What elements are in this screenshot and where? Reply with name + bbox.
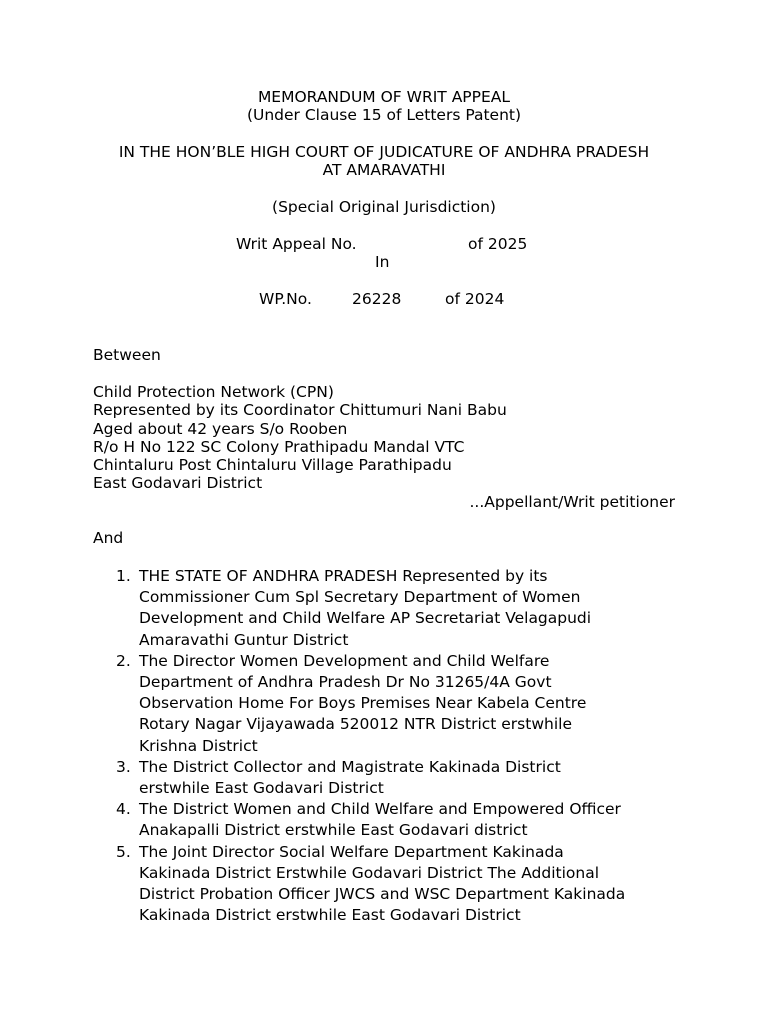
writ-appeal-label: Writ Appeal No. <box>236 235 357 253</box>
writ-appeal-year: of 2025 <box>468 235 528 253</box>
respondent-number: 5. <box>116 842 131 861</box>
respondent-number: 3. <box>116 757 131 776</box>
respondent-line: THE STATE OF ANDHRA PRADESH Represented by its <box>139 567 548 585</box>
respondent-item <box>93 566 693 651</box>
respondent-line: Rotary Nagar Vijayawada 520012 NTR District erstwhile <box>139 715 572 734</box>
writ-petition-number: 26228 <box>352 290 402 308</box>
respondent-line: erstwhile East Godavari District <box>139 779 384 798</box>
respondent-line: Department of Andhra Pradesh Dr No 31265/4A Govt <box>139 673 552 692</box>
appellant-line: East Godavari District <box>93 474 263 493</box>
appellant-line: Chintaluru Post Chintaluru Village Parathipadu <box>93 456 452 475</box>
respondent-line: The Joint Director Social Welfare Department Kakinada <box>139 842 564 861</box>
appellant-line: Represented by its Coordinator Chittumuri Nani Babu <box>93 401 507 420</box>
in-label: In <box>375 253 390 271</box>
appellant-line: Aged about 42 years S/o Rooben <box>93 419 348 438</box>
court-name-line1: IN THE HON’BLE HIGH COURT OF JUDICATURE OF ANDHRA PRADESH <box>118 143 650 161</box>
respondent-line: The Director Women Development and Child Welfare <box>139 651 550 670</box>
document-subtitle: (Under Clause 15 of Letters Patent) <box>246 106 522 124</box>
respondent-line: Krishna District <box>139 736 258 755</box>
respondent-number: 4. <box>116 800 131 819</box>
respondent-number: 1. <box>116 567 131 585</box>
respondent-line: Kakinada District Erstwhile Godavari District The Additional <box>139 863 600 882</box>
court-name-line2: AT AMARAVATHI <box>322 161 446 179</box>
writ-petition-label: WP.No. <box>259 290 312 308</box>
respondent-item <box>93 651 693 757</box>
between-label: Between <box>93 346 161 364</box>
appellant-line: Child Protection Network (CPN) <box>93 383 334 401</box>
respondent-line: Amaravathi Guntur District <box>139 630 349 649</box>
writ-petition-year: of 2024 <box>445 290 505 308</box>
jurisdiction: (Special Original Jurisdiction) <box>272 198 496 216</box>
respondent-number: 2. <box>116 651 131 670</box>
respondent-line: Observation Home For Boys Premises Near Kabela Centre <box>139 694 587 713</box>
respondent-line: Development and Child Welfare AP Secretariat Velagapudi <box>139 609 592 628</box>
appellant-line: R/o H No 122 SC Colony Prathipadu Mandal VTC <box>93 437 465 456</box>
and-label: And <box>93 529 124 547</box>
document-title: MEMORANDUM OF WRIT APPEAL <box>257 88 511 106</box>
appellant-details <box>93 383 507 493</box>
respondent-line: Anakapalli District erstwhile East Godavari district <box>139 821 528 840</box>
respondent-line: Commissioner Cum Spl Secretary Department of Women <box>139 588 581 607</box>
respondent-line: Kakinada District erstwhile East Godavari District <box>139 906 521 925</box>
respondent-item <box>93 757 693 799</box>
respondent-line: The District Collector and Magistrate Kakinada District <box>139 757 561 776</box>
respondent-item <box>93 799 693 841</box>
respondent-line: The District Women and Child Welfare and Empowered Officer <box>139 800 621 819</box>
respondent-item <box>93 842 693 927</box>
respondents-list <box>93 566 693 926</box>
appellant-role: ...Appellant/Writ petitioner <box>469 493 675 511</box>
respondent-line: District Probation Officer JWCS and WSC Department Kakinada <box>139 885 626 904</box>
